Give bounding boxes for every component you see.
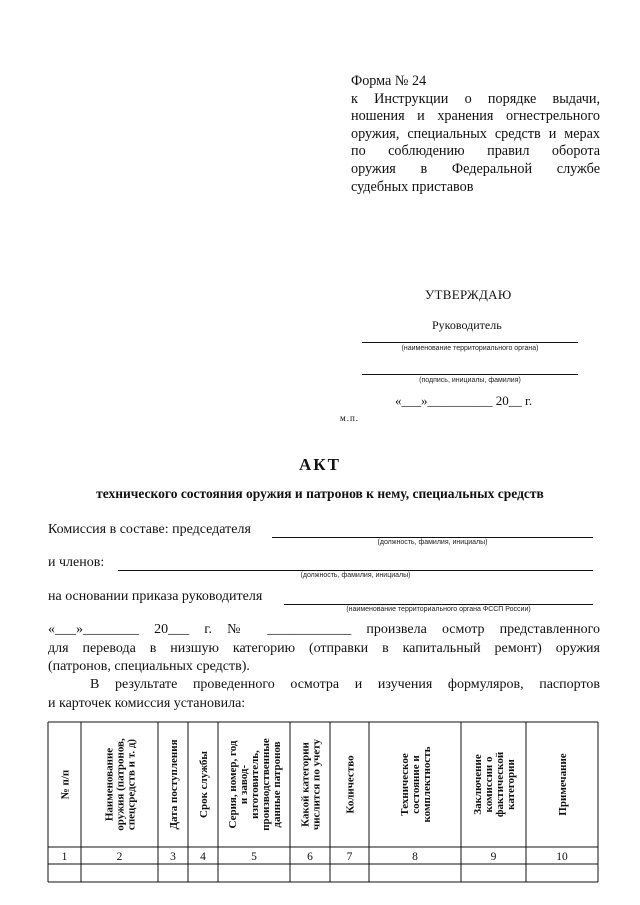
column-header-text: комиссии о [483, 756, 495, 813]
approval-head: Руководитель [432, 318, 502, 332]
form-reference-line: оружия в Федеральной службе [351, 160, 600, 177]
column-number: 5 [251, 851, 257, 863]
column-header-2 [104, 738, 138, 831]
table-entry-cell[interactable] [291, 865, 329, 881]
column-header-text: Дата поступления [168, 739, 180, 830]
column-number: 6 [307, 851, 313, 863]
column-header-4 [198, 751, 210, 818]
form-number: Форма № 24 [351, 73, 427, 89]
table-number-row [49, 851, 597, 881]
paragraph-line: для перевода в низшую категорию (отправки в капитальный ремонт) оружия [48, 640, 600, 656]
column-header-8 [399, 746, 433, 822]
column-header-text: комплектность [421, 746, 433, 823]
column-header-10 [557, 753, 569, 815]
column-header-text: Техническое [399, 753, 411, 816]
column-header-text: категории [505, 759, 517, 810]
column-header-3 [168, 739, 180, 829]
column-header-text: Заключение [472, 754, 484, 815]
column-header-text: изготовитель, [249, 750, 261, 819]
column-header-text: фактической [494, 751, 506, 818]
column-header-text: Срок службы [198, 751, 210, 818]
order-caption: (наименование территориального органа ФССП России) [346, 606, 531, 613]
column-header-9 [472, 751, 517, 817]
form-reference-line: к Инструкции о порядке выдачи, [351, 90, 600, 107]
column-header-text: Серия, номер, год [227, 740, 239, 829]
table-entry-cell[interactable] [159, 865, 187, 881]
column-header-7 [345, 755, 357, 814]
column-header-1 [60, 769, 72, 799]
column-number: 7 [346, 851, 353, 863]
form-reference-line: судебных приставов [351, 178, 474, 195]
column-header-text: состояние и [410, 755, 422, 814]
table-entry-cell[interactable] [49, 865, 80, 881]
column-header-text: Какой категории [299, 742, 312, 827]
form-reference-line: оружия, специальных средств и мерах [351, 125, 600, 142]
paragraph-line: и карточек комиссия установила: [48, 695, 246, 711]
table-entry-cell[interactable] [82, 865, 157, 881]
column-number: 3 [170, 851, 176, 863]
org-name-caption: (наименование территориального органа) [401, 345, 539, 352]
column-header-text: спецсредств и т. д) [125, 738, 138, 831]
column-header-text: Примечание [557, 753, 569, 816]
column-header-5 [227, 738, 283, 831]
members-caption: (должность, фамилия, инициалы) [300, 572, 411, 579]
approval-title: УТВЕРЖДАЮ [425, 287, 512, 302]
document-subtitle: технического состояния оружия и патронов к нему, специальных средств [96, 486, 544, 501]
column-number: 9 [490, 851, 497, 863]
chair-caption: (должность, фамилия, инициалы) [377, 539, 488, 546]
table-entry-cell[interactable] [331, 865, 368, 881]
table-entry-cell[interactable] [219, 865, 289, 881]
column-number: 8 [412, 851, 418, 863]
column-number: 1 [61, 851, 68, 863]
form-reference-line: по соблюдению правил оборота [351, 143, 600, 160]
column-header-text: числится по учету [310, 739, 323, 830]
paragraph-line: (патронов, специальных средств). [48, 659, 250, 674]
column-header-text: данные патронов [271, 741, 283, 828]
column-number: 10 [556, 851, 568, 863]
column-header-text: Количество [344, 755, 357, 814]
members-label: и членов: [48, 555, 105, 570]
table-entry-cell[interactable] [370, 865, 460, 881]
order-label: на основании приказа руководителя [48, 589, 263, 604]
signature-caption: (подпись, инициалы, фамилия) [419, 377, 521, 384]
column-header-text: № п/п [59, 769, 72, 800]
table-entry-cell[interactable] [527, 865, 597, 881]
approval-date: «___»__________ 20__ г. [395, 393, 533, 408]
document-title: АКТ [299, 455, 341, 474]
stamp-place: м.п. [340, 413, 360, 423]
column-number: 2 [116, 851, 123, 863]
table-header-row [60, 738, 570, 831]
table-entry-cell[interactable] [189, 865, 217, 881]
column-header-text: производственные [260, 738, 272, 831]
column-header-text: оружия (патронов, [114, 738, 127, 831]
column-number: 4 [200, 851, 206, 863]
form-reference-line: ношения и хранения огнестрельного [351, 108, 600, 125]
column-header-text: Наименование [103, 747, 116, 822]
table-entry-cell[interactable] [462, 865, 525, 881]
chair-label: Комиссия в составе: председателя [48, 522, 251, 537]
paragraph-line: «___»________ 20___ г. № ____________ произвела осмотр представленного [48, 622, 600, 637]
column-header-6 [300, 739, 323, 830]
column-header-text: и завод- [238, 764, 250, 805]
paragraph-line: В результате проведенного осмотра и изучения формуляров, паспортов [90, 677, 600, 692]
